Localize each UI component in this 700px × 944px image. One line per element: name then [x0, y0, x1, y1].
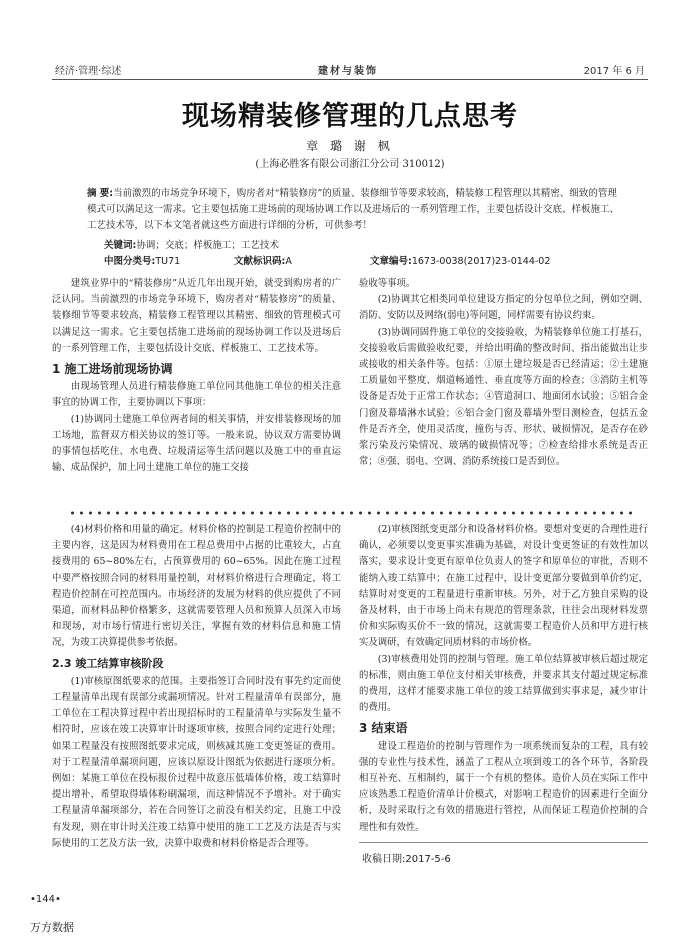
paragraph: (2)审核图纸变更部分和设备材料价格。要想对变更的合理性进行确认，必须要以变更事实准确为基础，对设计变更签证的有效性加以落实，要求设计变更有原单位负责人的签字和原单位的审批，否则不能纳入竣工结算中；在施工过程中，设计变更部分要做到单价约定，结算时对变更的工程量进行重新审核。另外，对于乙方独自采购的设备及材料，由于市场上尚未有规范的管理条款，往往会出现材料发票价和实际购买价不一致的情况，这就需要工程造价人员和甲方进行核实及调研，有效确定同质材料的市场价格。	[359, 524, 648, 649]
section-heading-1: 1 施工进场前现场协调	[52, 362, 173, 377]
intro-paragraph: 建筑业界中的“精装修房”从近几年出现开始，就受到购房者的广泛认同。当前激烈的市场竞争环境下，购房者对“精装修房”的质量、装修细节等要求较高，精装修工程管理以其精密、细致的管理模式可以满足这一需求。它主要包括施工进场前的现场协调工作以及进场后的一系列管理工作，主要包括设计交底、样板施工、工艺技术等。	[52, 278, 341, 354]
paragraph: (2)协调其它相类同单位建设方指定的分包单位之间，例如空调、消防、安防以及网络(弱电)等问题，同样需要有协议约束。	[359, 294, 648, 322]
abstract	[87, 186, 619, 234]
article-title: 现场精装修管理的几点思考	[182, 101, 518, 132]
header-rule	[52, 79, 648, 80]
received-date: 收稿日期:2017-5-6	[362, 854, 451, 865]
paragraph: (3)审核费用处罚的控制与管理。施工单位结算被审核后超过规定的标准，则由施工单位支付相关审核费，并要求其支付超过规定标准的费用，这样才能要求施工单位的竣工结算做到实事求是，减少审计的费用。	[359, 653, 648, 714]
header-issue-date: 2017 年 6 月	[583, 66, 645, 77]
upper-right-column	[359, 276, 648, 504]
page-number: •144•	[30, 894, 61, 905]
paragraph: (4)材料价格和用量的确定。材料价格的控制是工程造价控制中的主要内容，这是因为材料费用在工程总费用中占据的比重较大，占直接费用的 65~80%左右，占预算费用的 60~65%。因此在施工过程中要严格按照合同的材料用量控制，对材料价格进行合理确定，将工程造价控制在可控范围内。市场经济的发展为材料的供应提供了不同渠道，而材料品种价格繁多，这就需要管理人员和预算人员深入市场和现场，对市场行情进行密切关注，掌握有效的材料信息和施工情况，为竣工决算提供参考依据。	[52, 524, 341, 649]
paragraph: (3)协调同固件施工单位的交接验收，为精装修单位施工打基石，交接验收后需做验收纪要，并给出明确的整改时间、指出能做出让步或接收的相关条件等。包括：①原土建垃圾是否已经清运；②土建施工质量如平整度、烟道畅通性、垂直度等方面的检查；③消防主机等设备是否处于正常工作状态；④管道洞口、地面闭水试验；⑤铝合金门窗及幕墙淋水试验；⑥铝合金门窗及幕墙外型目测检查，包括五金件是否齐全，使用灵活度，撞伤与否、形状、破损情况，是否存在砂浆污染及污染情况、玻璃的破损情况等；⑦检查给排水系统是否正常；⑧强、弱电、空调、消防系统接口是否到位。	[359, 326, 648, 468]
paragraph: (1)审核原图纸要求的范围。主要指签订合同时没有事先约定而使工程量清单出现有误部分或漏项情况。针对工程量清单有误部分，施工单位在工程决算过程中若出现招标时的工程量清单与实际发生量不相符时，应该在竣工决算审计时逐项审核，按照合同约定进行处理；如果工程量没有按照图纸要求完成，则核减其施工变更签证的费用。对于工程量清单漏项问题，应该以原设计图纸为依据进行逐项分析。例如：某施工单位在投标报价过程中故意压低墙体价格，竣工结算时提出增补，希望取得墙体粉刷漏项，而这种情况不予增补。对于确实工程量清单漏项部分，若在合同签订之前没有相关约定，且施工中没有发现，则在审计时关注竣工结算中使用的施工工艺及方法是否与实际使用的工艺及方法一致，决算中取费和材料价格是否合理等。	[52, 675, 341, 849]
document-code: 文献标识码:A	[234, 256, 292, 267]
abstract-text: 当前激烈的市场竞争环境下，购房者对“精装修房”的质量、装修细节等要求较高，精装修工程管理以其精密、细致的管理模式可以满足这一需求。它主要包括施工进场前的现场协调工作以及进场后的一系列管理工作，主要包括设计交底、样板施工、工艺技术等，以下本文笔者就这些方面进行详细的分析，可供参考！	[87, 188, 620, 231]
paragraph: 验收等事项。	[359, 278, 416, 289]
lower-right-column	[359, 522, 648, 842]
paragraph: (1)协调同土建施工单位两者间的相关事情，并安排装修现场的加工场地，监督双方相关协议的签订等。一般来说，协议双方需要协调的事情包括吃住、水电费、垃圾清运等生活问题以及施工中的垂直运输、成品保护，加上同土建施工单位的施工交接	[52, 413, 341, 474]
paragraph: 由现场管理人员进行精装修施工单位同其他施工单位的相关注意事宜的协调工作，主要协调以下事项：	[52, 381, 341, 409]
upper-left-column	[52, 276, 341, 504]
author-affiliation: (上海必胜客有限公司浙江分公司 310012)	[255, 159, 445, 170]
header-journal-name: 建材与装饰	[318, 66, 378, 77]
article-authors: 章 璐 谢 枫	[306, 139, 394, 153]
paragraph: 建设工程造价的控制与管理作为一项系统而复杂的工程，具有较强的专业性与技术性，涵盖了工程从立项到竣工的各个环节，各阶段相互补充、互相制约，属于一个有机的整体。造价人员在实际工作中应该熟悉工程造价清单计价模式，对影响工程造价的因素进行全面分析，及时采取行之有效的措施进行管控，从而保证工程造价控制的合理性和有效性。	[359, 740, 648, 833]
watermark: 万方数据	[30, 921, 74, 934]
section-heading-3: 3 结束语	[359, 721, 408, 736]
received-rule	[359, 842, 648, 843]
clc-number: 中图分类号:TU71	[104, 256, 181, 267]
lower-left-column	[52, 522, 341, 862]
header-section-label: 经济·管理·综述	[55, 66, 122, 77]
keywords: 协调；交底；样板施工；工艺技术	[136, 240, 279, 251]
abstract-label: 摘 要:	[87, 188, 114, 199]
section-divider	[68, 510, 632, 516]
article-number: 文章编号:1673-0038(2017)23-0144-02	[370, 256, 551, 267]
keywords-label: 关键词:	[104, 240, 137, 251]
keywords-line	[104, 237, 279, 251]
section-heading-2-3: 2.3 竣工结算审核阶段	[52, 656, 164, 670]
